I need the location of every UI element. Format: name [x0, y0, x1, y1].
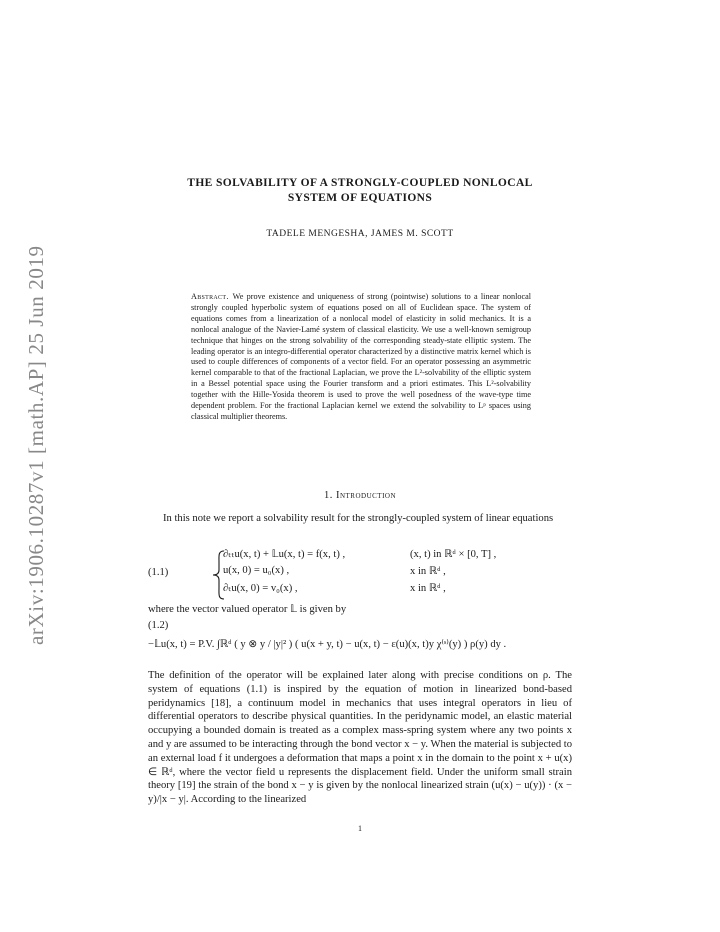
arxiv-identifier-stamp: arXiv:1906.10287v1 [math.AP] 25 Jun 2019: [24, 245, 48, 645]
abstract: [191, 292, 531, 423]
equation-label-1-2: (1.2): [148, 620, 169, 631]
system-domain-3: x in ℝᵈ ,: [410, 583, 446, 594]
equation-label-1-1: (1.1): [148, 567, 169, 578]
equation-1-2: −𝕃u(x, t) = P.V. ∫ℝᵈ ( y ⊗ y / |y|² ) ( u(x + y, t) − u(x, t) − ε(u)(x, t)y χ⁽ˢ⁾(y) ) ρ(y) dy .: [148, 639, 507, 650]
operator-sentence: where the vector valued operator 𝕃 is given by: [148, 604, 347, 615]
paper-title: [150, 176, 570, 206]
section-heading-introduction: 1. Introduction: [323, 490, 397, 501]
system-equation-1: ∂ₜₜu(x, t) + 𝕃u(x, t) = f(x, t) ,: [223, 549, 346, 560]
title-line-1: THE SOLVABILITY OF A STRONGLY-COUPLED NONLOCAL: [187, 177, 533, 189]
abstract-label: Abstract.: [191, 292, 229, 301]
title-line-2: SYSTEM OF EQUATIONS: [287, 192, 433, 204]
system-domain-1: (x, t) in ℝᵈ × [0, T] ,: [410, 549, 497, 560]
page-number: 1: [358, 824, 362, 833]
system-domain-2: x in ℝᵈ ,: [410, 566, 446, 577]
author-list: TADELE MENGESHA, JAMES M. SCOTT: [266, 229, 454, 239]
body-paragraph: The definition of the operator will be explained later along with precise conditions on ρ. The system of equations (1.1) is inspired by the equation of motion in linearized bond-based peridynamics [18], a continuum model in mechanics that uses integral operators in lieu of differential operators to describe physical quantities. In the peridynamic model, an elastic material occupying a bounded domain is treated as a complex mass-spring system where any two points x and y are assumed to be interacting through the bond vector x − y. When the material is subjected to an external load f it undergoes a deformation that maps a point x in the domain to the point x + u(x) ∈ ℝᵈ, where the vector field u represents the displacement field. Under the uniform small strain theory [19] the strain of the bond x − y is given by the nonlocal linearized strain (u(x) − u(y)) · (x − y)/|x − y|. According to the linearized: [148, 670, 573, 806]
abstract-text: We prove existence and uniqueness of strong (pointwise) solutions to a linear nonlocal strongly coupled hyperbolic system of equations posed on all of Euclidean space. The system of equations comes from a linearization of a nonlocal model of elasticity in solid mechanics. It is a nonlocal analogue of the Navier-Lamé system of classical elasticity. We use a well-known semigroup technique that hinges on the strong solvability of the corresponding steady-state elliptic system. The leading operator is an integro-differential operator characterized by a distinctive matrix kernel which is used to couple differences of components of a vector field. For an operator possessing an asymmetric kernel comparable to that of the fractional Laplacian, we prove the L²-solvability of the elliptic system in a Bessel potential space using the Fourier transform and a priori estimates. This L²-solvability together with the Hille-Yosida theorem is used to prove the well posedness of the wave-type time dependent problem. For the fractional Laplacian kernel we extend the solvability to Lᵖ spaces using classical multiplier theorems.: [191, 292, 531, 421]
system-equation-2: u(x, 0) = u₀(x) ,: [223, 565, 290, 576]
intro-paragraph: In this note we report a solvability result for the strongly-coupled system of linear equations: [163, 513, 554, 524]
system-equation-3: ∂ₜu(x, 0) = v₀(x) ,: [223, 583, 298, 594]
